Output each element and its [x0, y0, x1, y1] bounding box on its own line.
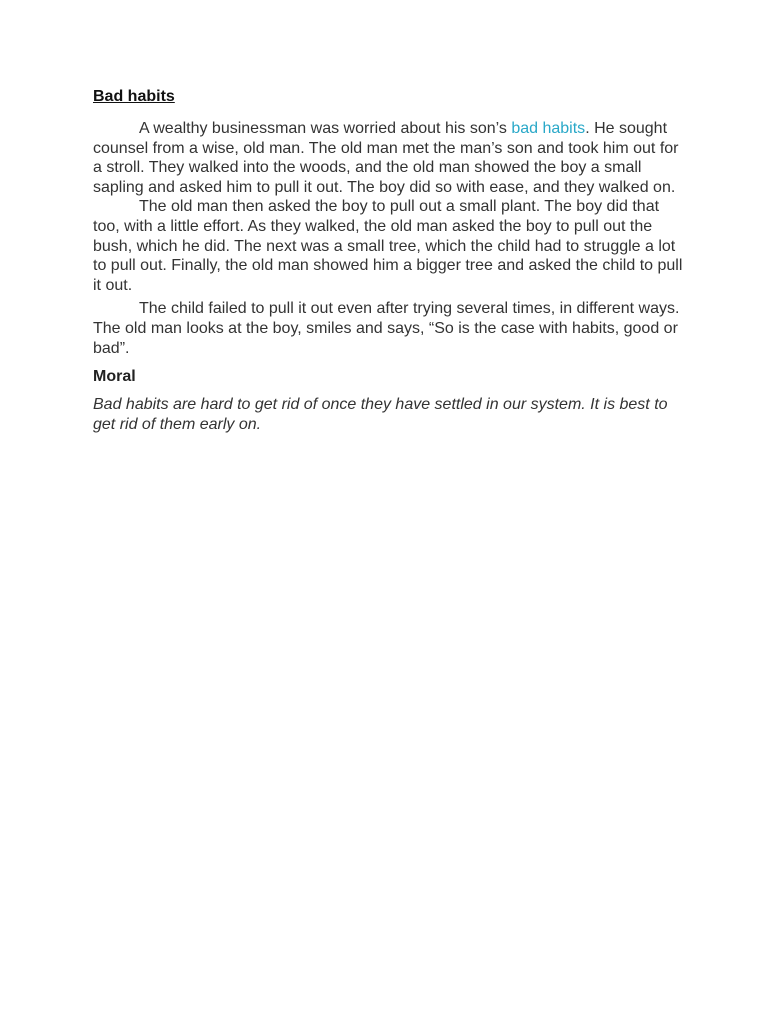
paragraph-3: The child failed to pull it out even after trying several times, in different ways. The old man looks at the boy, smiles and says, “So is the case with habits, good or bad”. [93, 300, 680, 357]
moral-heading: Moral [93, 368, 136, 386]
bad-habits-link[interactable]: bad habits [511, 120, 586, 137]
paragraph-1 [93, 119, 683, 197]
paragraph-1-start: A wealthy businessman was worried about his son’s [139, 120, 512, 137]
document-title: Bad habits [93, 88, 175, 105]
paragraph-1-end: . He sought counsel from a wise, old man. The old man met the man’s son and took him out for a stroll. They walked into the woods, and the old man showed the boy a small sapling and asked him to pull it out. The boy did so with ease, and they walked on. [93, 120, 679, 196]
document-page [93, 86, 683, 434]
paragraph-2: The old man then asked the boy to pull out a small plant. The boy did that too, with a little effort. As they walked, the old man asked the boy to pull out the bush, which he did. The next was a small tree, which the child had to struggle a lot to pull out. Finally, the old man showed him a bigger tree and asked the child to pull it out. [93, 198, 683, 294]
moral-text: Bad habits are hard to get rid of once they have settled in our system. It is best to get rid of them early on. [93, 396, 668, 433]
